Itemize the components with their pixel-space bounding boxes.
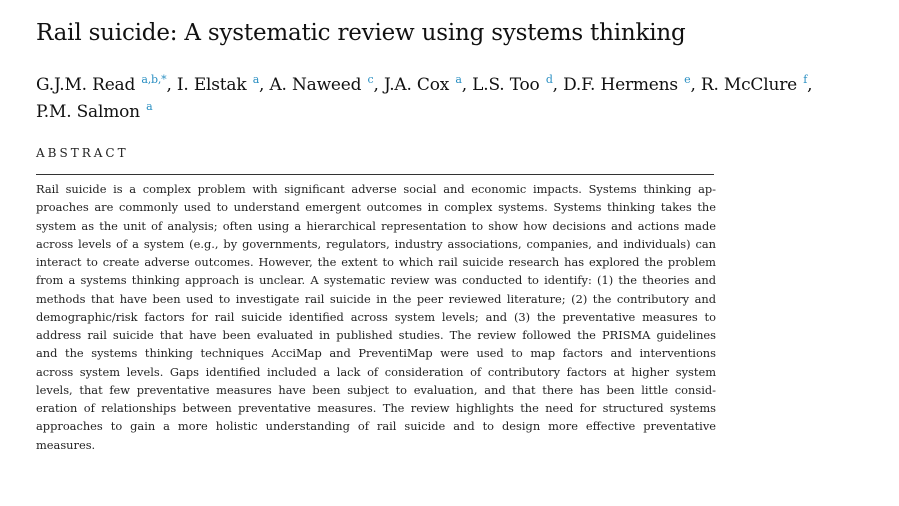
abstract-line: methods that have been used to investigate rail suicide in the peer reviewed literature; (2) the contributory and [36, 291, 716, 306]
abstract-line: from a systems thinking approach is unclear. A systematic review was conducted to identify: (1) the theories and [36, 273, 716, 288]
affiliation-marker[interactable]: a [455, 73, 462, 86]
author-name: A. Naweed [269, 75, 362, 95]
abstract-line: across system levels. Gaps identified included a lack of consideration of contributory factors at higher system [36, 364, 716, 379]
author [177, 75, 270, 95]
abstract-divider [36, 174, 714, 175]
author-name: J.A. Cox [383, 75, 450, 95]
author-separator: , [690, 75, 701, 95]
affiliation-marker[interactable]: a,b,* [141, 73, 167, 86]
abstract-line: address rail suicide that have been evaluated in published studies. The review followed the PRISMA guidelines [36, 328, 716, 342]
abstract-line: demographic/risk factors for rail suicide identified across system levels; and (3) the preventative measures to [36, 309, 716, 324]
abstract-line: approaches to gain a more holistic understanding of rail suicide and to design more effective preventative [36, 419, 716, 434]
paper-title: Rail suicide: A systematic review using systems thinking [36, 20, 686, 46]
abstract-line: Rail suicide is a complex problem with significant adverse social and economic impacts. Systems thinking ap- [36, 182, 716, 196]
author-separator: , [807, 75, 813, 95]
author-separator: , [166, 75, 177, 95]
abstract-text [36, 180, 716, 454]
affiliation-marker[interactable]: a [146, 100, 153, 113]
abstract-line: levels, that few preventative measures have been subject to evaluation, and that there has been little consid- [36, 382, 716, 397]
abstract-line: eration of relationships between preventative measures. The review highlights the need for structured systems [36, 401, 716, 415]
author [269, 75, 383, 95]
author-list [36, 72, 886, 126]
affiliation-marker[interactable]: d [545, 73, 553, 86]
abstract-line: proaches are commonly used to understand emergent outcomes in complex systems. Systems thinking takes the [36, 200, 716, 215]
affiliation-marker[interactable]: c [367, 73, 374, 86]
author-name: L.S. Too [472, 75, 540, 95]
author-separator: , [259, 75, 270, 95]
author-separator: , [552, 75, 564, 95]
abstract-line: and the systems thinking techniques AcciMap and PreventiMap were used to map factors and interventions [36, 346, 716, 361]
author-name: I. Elstak [176, 75, 247, 95]
abstract-line: interact to create adverse outcomes. However, the extent to which rail suicide research has explored the problem [36, 255, 716, 269]
author-name: D.F. Hermens [563, 75, 678, 95]
author-separator: , [373, 75, 384, 95]
author [701, 75, 812, 95]
affiliation-marker[interactable]: f [803, 73, 808, 86]
affiliation-marker[interactable]: e [684, 73, 691, 86]
abstract-heading: ABSTRACT [36, 146, 129, 160]
author [36, 75, 177, 95]
author-separator: , [461, 75, 473, 95]
author-name: R. McClure [700, 75, 798, 95]
author-name: P.M. Salmon [36, 102, 140, 122]
abstract-line: across levels of a system (e.g., by governments, regulators, industry associations, companies, and individuals) can [36, 236, 716, 251]
author-name: G.J.M. Read [36, 75, 136, 95]
abstract-line: system as the unit of analysis; often using a hierarchical representation to show how decisions and actions made [36, 218, 716, 233]
author [384, 75, 472, 95]
author [472, 75, 563, 95]
author [36, 102, 153, 122]
abstract-line: measures. [36, 437, 96, 452]
author [563, 75, 701, 95]
affiliation-marker[interactable]: a [252, 73, 260, 86]
